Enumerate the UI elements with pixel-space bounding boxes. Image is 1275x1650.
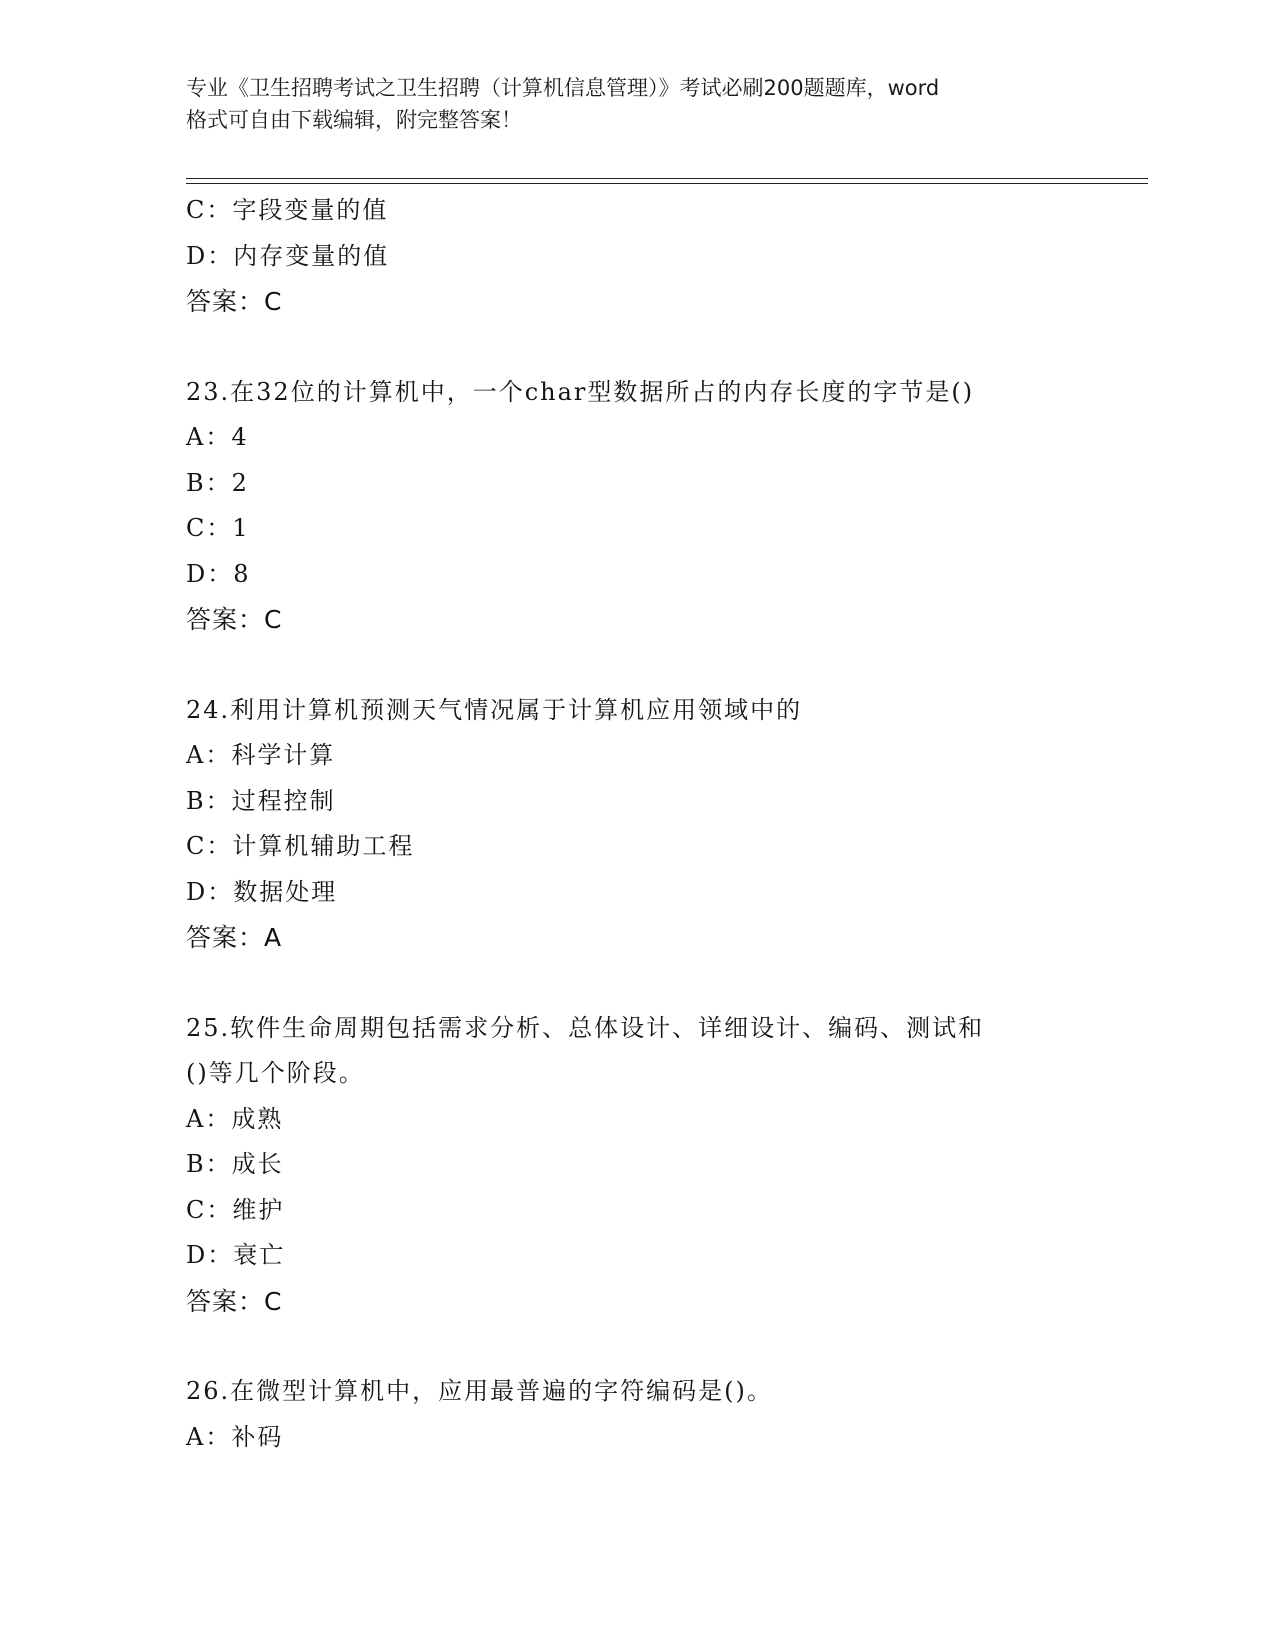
option-c: C：字段变量的值 (186, 196, 389, 224)
option-c: C：计算机辅助工程 (186, 832, 415, 860)
option-d: D：数据处理 (186, 877, 338, 906)
question-text: 25.软件生命周期包括需求分析、总体设计、详细设计、编码、测试和 (186, 1013, 985, 1042)
header-divider-top (186, 178, 1148, 179)
question-block-26 (186, 1369, 1146, 1460)
header-divider-bottom (186, 183, 1148, 184)
option-a: A：成熟 (186, 1104, 284, 1133)
question-block-24 (186, 688, 1146, 961)
option-b: B：成长 (186, 1150, 284, 1178)
option-b: B：2 (186, 468, 249, 497)
answer-line: 答案：C (186, 605, 283, 634)
option-b: B：过程控制 (186, 786, 336, 815)
answer-line: 答案：A (186, 923, 283, 952)
question-text-continued: ()等几个阶段。 (186, 1059, 365, 1087)
header-title-line-2: 格式可自由下载编辑，附完整答案！ (186, 108, 522, 132)
document-header (186, 72, 1086, 136)
question-block-25 (186, 1006, 1146, 1325)
option-c: C：维护 (186, 1195, 285, 1224)
option-d: D：衰亡 (186, 1241, 286, 1269)
option-a: A：4 (186, 423, 249, 451)
question-list (186, 188, 1146, 1460)
question-block-23 (186, 370, 1146, 643)
option-a: A：补码 (186, 1422, 284, 1451)
option-d: D：8 (186, 559, 251, 588)
option-a: A：科学计算 (186, 741, 336, 769)
answer-line: 答案：C (186, 1286, 283, 1316)
question-text: 23.在32位的计算机中，一个char型数据所占的内存长度的字节是() (186, 377, 975, 406)
answer-line: 答案：C (186, 287, 283, 316)
question-text: 24.利用计算机预测天气情况属于计算机应用领域中的 (186, 695, 803, 724)
question-text: 26.在微型计算机中，应用最普遍的字符编码是()。 (186, 1377, 773, 1405)
option-c: C：1 (186, 514, 250, 542)
question-block-prev (186, 188, 1146, 325)
header-title-line-1: 专业《卫生招聘考试之卫生招聘（计算机信息管理）》考试必刷200题题库，word (186, 76, 940, 100)
option-d: D：内存变量的值 (186, 241, 390, 270)
